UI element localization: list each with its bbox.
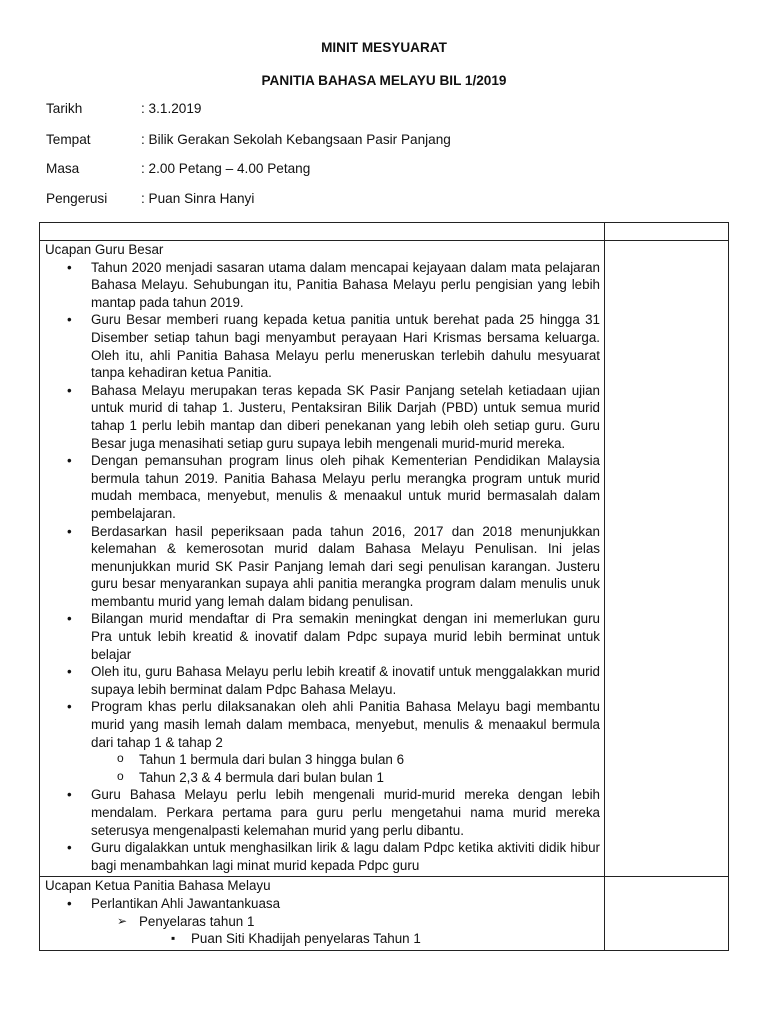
list-item: • Program khas perlu dilaksanakan oleh ahli Panitia Bahasa Melayu bagi membantu murid yang masih lemah dalam membaca, menyebut, menulis & menaakul bermula dari tahap 1 & tahap 2 — [45, 698, 600, 751]
action-cell — [605, 241, 729, 877]
section-ketua-panitia — [40, 877, 605, 950]
meta-value: : 3.1.2019 — [141, 101, 202, 116]
section-guru-besar — [40, 241, 605, 877]
sub-list-item: o Tahun 1 bermula dari bulan 3 hingga bulan 6 — [45, 751, 600, 769]
meta-value: : Puan Sinra Hanyi — [141, 191, 255, 206]
list-item: • Guru Bahasa Melayu perlu lebih mengenali murid-murid mereka dengan lebih mendalam. Perkara pertama para guru perlu mengetahui nama murid mereka seterusya mengenalpasti kelemahan murid yang perlu dibantu. — [45, 786, 600, 839]
header-cell-content — [40, 223, 605, 241]
list-item: • Bilangan murid mendaftar di Pra semakin meningkat dengan ini memerlukan guru Pra untuk lebih kreatid & inovatif dalam Pdpc supaya murid lebih berminat untuk belajar — [45, 610, 600, 663]
meta-label: Masa — [46, 161, 80, 176]
section-heading: Ucapan Guru Besar — [45, 242, 164, 257]
sub-bullet-list — [45, 751, 600, 786]
meta-row-date — [46, 101, 201, 116]
document-subtitle: PANITIA BAHASA MELAYU BIL 1/2019 — [261, 73, 507, 88]
list-item: • Tahun 2020 menjadi sasaran utama dalam mencapai kejayaan dalam mata pelajaran Bahasa Melayu. Sehubungan itu, Panitia Bahasa Melayu perlu pengisian yang lebih mantap pada tahun 2019. — [45, 259, 600, 312]
list-item: • Perlantikan Ahli Jawantankuasa — [45, 895, 600, 913]
table-row — [40, 241, 729, 877]
bullet-list — [45, 786, 600, 874]
meta-row-place — [46, 132, 451, 147]
bullet-list — [45, 259, 600, 752]
meta-value: : Bilik Gerakan Sekolah Kebangsaan Pasir Panjang — [141, 132, 451, 147]
minutes-table — [39, 222, 729, 951]
list-item: • Oleh itu, guru Bahasa Melayu perlu lebih kreatif & inovatif untuk menggalakkan murid supaya lebih berminat dalam Pdpc Bahasa Melayu. — [45, 663, 600, 698]
meta-label: Tempat — [46, 132, 91, 147]
meta-row-chair — [46, 191, 254, 206]
sub-list-item: o Tahun 2,3 & 4 bermula dari bulan bulan 1 — [45, 769, 600, 787]
section-heading: Ucapan Ketua Panitia Bahasa Melayu — [45, 878, 271, 894]
list-item: • Dengan pemansuhan program linus oleh pihak Kementerian Pendidikan Malaysia bermula tahun 2019. Panitia Bahasa Melayu perlu merangka program untuk murid mudah membaca, menyebut, menulis & menaakul untuk murid bermasalah dalam pembelajaran. — [45, 452, 600, 522]
meta-value: : 2.00 Petang – 4.00 Petang — [141, 161, 311, 176]
list-item: • Bahasa Melayu merupakan teras kepada SK Pasir Panjang setelah ketiadaan ujian untuk murid di tahap 1. Justeru, Pentaksiran Bilik Darjah (PBD) untuk semua murid tahap 1 perlu lebih mantap dan diberi penekanan yang lebih oleh setiap guru. Guru Besar juga menasihati setiap guru supaya lebih mengenali murid-murid mereka. — [45, 382, 600, 452]
bullet-list — [45, 895, 600, 913]
list-item: • Guru digalakkan untuk menghasilkan lirik & lagu dalam Pdpc ketika aktiviti didik hibur bagi menambahkan lagi minat murid kepada Pdpc guru — [45, 839, 600, 874]
meta-label: Tarikh — [46, 101, 83, 116]
meta-row-time — [46, 161, 310, 176]
list-item: • Guru Besar memberi ruang kepada ketua panitia untuk berehat pada 25 hingga 31 Disember setiap tahun bagi menyambut perayaan Hari Krismas bersama keluarga. Oleh itu, ahli Panitia Bahasa Melayu perlu meneruskan terlebih dahulu mesyuarat tanpa kehadiran ketua Panitia. — [45, 311, 600, 381]
table-header-row — [40, 223, 729, 241]
document-title: MINIT MESYUARAT — [321, 40, 447, 55]
header-cell-action — [605, 223, 729, 241]
action-cell — [605, 877, 729, 950]
meta-label: Pengerusi — [46, 191, 108, 206]
square-list-item: ▪ Puan Siti Khadijah penyelaras Tahun 1 — [45, 930, 600, 948]
table-row — [40, 877, 729, 950]
arrow-list-item: ➢ Penyelaras tahun 1 — [45, 913, 600, 931]
list-item: • Berdasarkan hasil peperiksaan pada tahun 2016, 2017 dan 2018 menunjukkan kelemahan & kemerosotan murid dalam Bahasa Melayu Penulisan. Ini jelas menunjukkan murid SK Pasir Panjang lemah dari segi penulisan karangan. Justeru guru besar menyarankan supaya ahli panitia merangka program dalam menulis unuk membantu murid yang lemah dalam bidang penulisan. — [45, 523, 600, 611]
